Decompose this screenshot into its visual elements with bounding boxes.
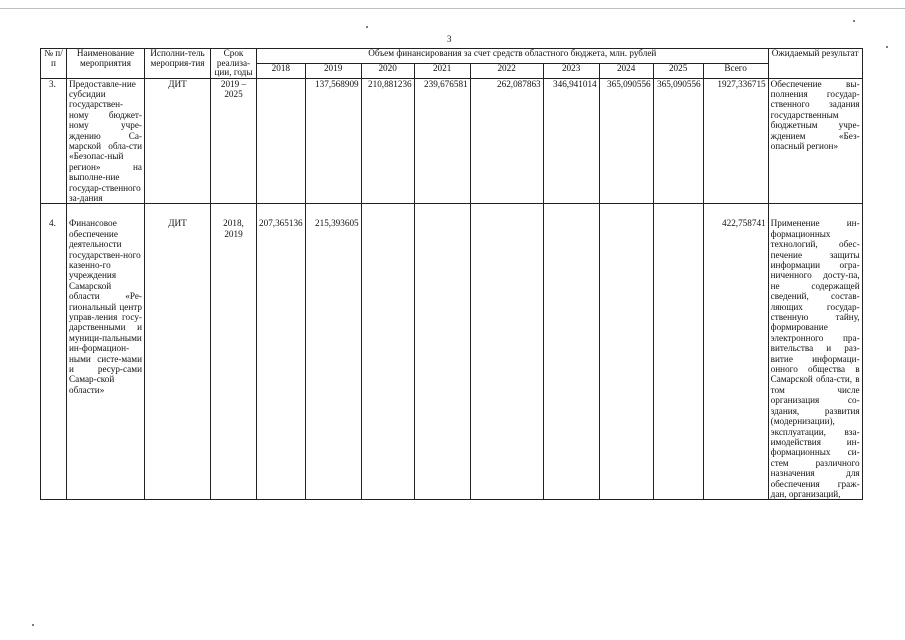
col-name-header: Наименование мероприятия <box>67 49 145 79</box>
value-2019: 137,568909 <box>305 78 361 204</box>
col-result-header: Ожидаемый результат <box>768 49 862 79</box>
year-header: 2023 <box>543 63 599 78</box>
value-2021 <box>414 204 470 500</box>
page-number: 3 <box>447 34 452 44</box>
year-header: 2022 <box>470 63 543 78</box>
value-2020 <box>361 204 414 500</box>
executor: ДИТ <box>145 204 211 500</box>
scan-speck <box>886 46 888 48</box>
value-2023: 346,941014 <box>543 78 599 204</box>
value-2019: 215,393605 <box>305 204 361 500</box>
scan-speck <box>32 624 34 626</box>
col-num-header: № п/п <box>41 49 67 79</box>
col-period-header: Срок реализа-ции, годы <box>211 49 257 79</box>
value-2020: 210,881236 <box>361 78 414 204</box>
expected-result: Применение ин-формационных технологий, обес-печение защиты информации огра-ниченного досту-па, не содержащей сведений, состав-ляющих государ-ственную тайну, формирование электронного пра-вительства и раз-витие информаци-онного общества в Самарской обла-сти, в том числе организация со-здания, развития (модернизации), эксплуатации, вза-имодействия ин-формационных си-стем различного назначения для обеспечения граж-дан, организаций, <box>768 204 862 500</box>
value-2018 <box>257 78 306 204</box>
table-row <box>41 78 863 204</box>
header-row <box>41 49 863 64</box>
row-number: 4. <box>41 204 67 500</box>
value-2022: 262,087863 <box>470 78 543 204</box>
year-header: 2024 <box>599 63 653 78</box>
year-header: 2025 <box>653 63 703 78</box>
value-2021: 239,676581 <box>414 78 470 204</box>
value-total: 422,758741 <box>703 204 768 500</box>
measure-name: Предоставле-ние субсидии государствен-ному бюджет-ному учре-ждению Са-марской обла-сти «Безопас-ный регион» на выполне-ние государ-ственного за-дания <box>67 78 145 204</box>
row-number: 3. <box>41 78 67 204</box>
value-2025 <box>653 204 703 500</box>
scan-speck <box>366 26 368 28</box>
col-executor-header: Исполни-тель мероприя-тия <box>145 49 211 79</box>
year-header: 2021 <box>414 63 470 78</box>
measure-name: Финансовое обеспечение деятельности государствен-ного казенно-го учреждения Самарской области «Ре-гиональный центр управ-ления госу-дарственными и муници-пальными ин-формацион-ными систе-мами и ресур-сами Самар-ской области» <box>67 204 145 500</box>
period: 2019 – 2025 <box>211 78 257 204</box>
value-2024 <box>599 204 653 500</box>
table-row <box>41 204 863 500</box>
executor: ДИТ <box>145 78 211 204</box>
year-header: 2018 <box>257 63 306 78</box>
expected-result: Обеспечение вы-полнения государ-ственного задания государственным бюджетным учре-ждением «Без-опасный регион» <box>768 78 862 204</box>
funding-table <box>40 48 863 500</box>
value-2022 <box>470 204 543 500</box>
year-header: 2019 <box>305 63 361 78</box>
value-2023 <box>543 204 599 500</box>
period: 2018, 2019 <box>211 204 257 500</box>
col-funding-header: Объем финансирования за счет средств областного бюджета, млн. рублей <box>257 49 769 64</box>
scan-speck <box>853 20 855 22</box>
year-header: 2020 <box>361 63 414 78</box>
value-2024: 365,090556 <box>599 78 653 204</box>
value-total: 1927,336715 <box>703 78 768 204</box>
scan-edge-line <box>0 8 905 9</box>
total-header: Всего <box>703 63 768 78</box>
value-2018: 207,365136 <box>257 204 306 500</box>
value-2025: 365,090556 <box>653 78 703 204</box>
